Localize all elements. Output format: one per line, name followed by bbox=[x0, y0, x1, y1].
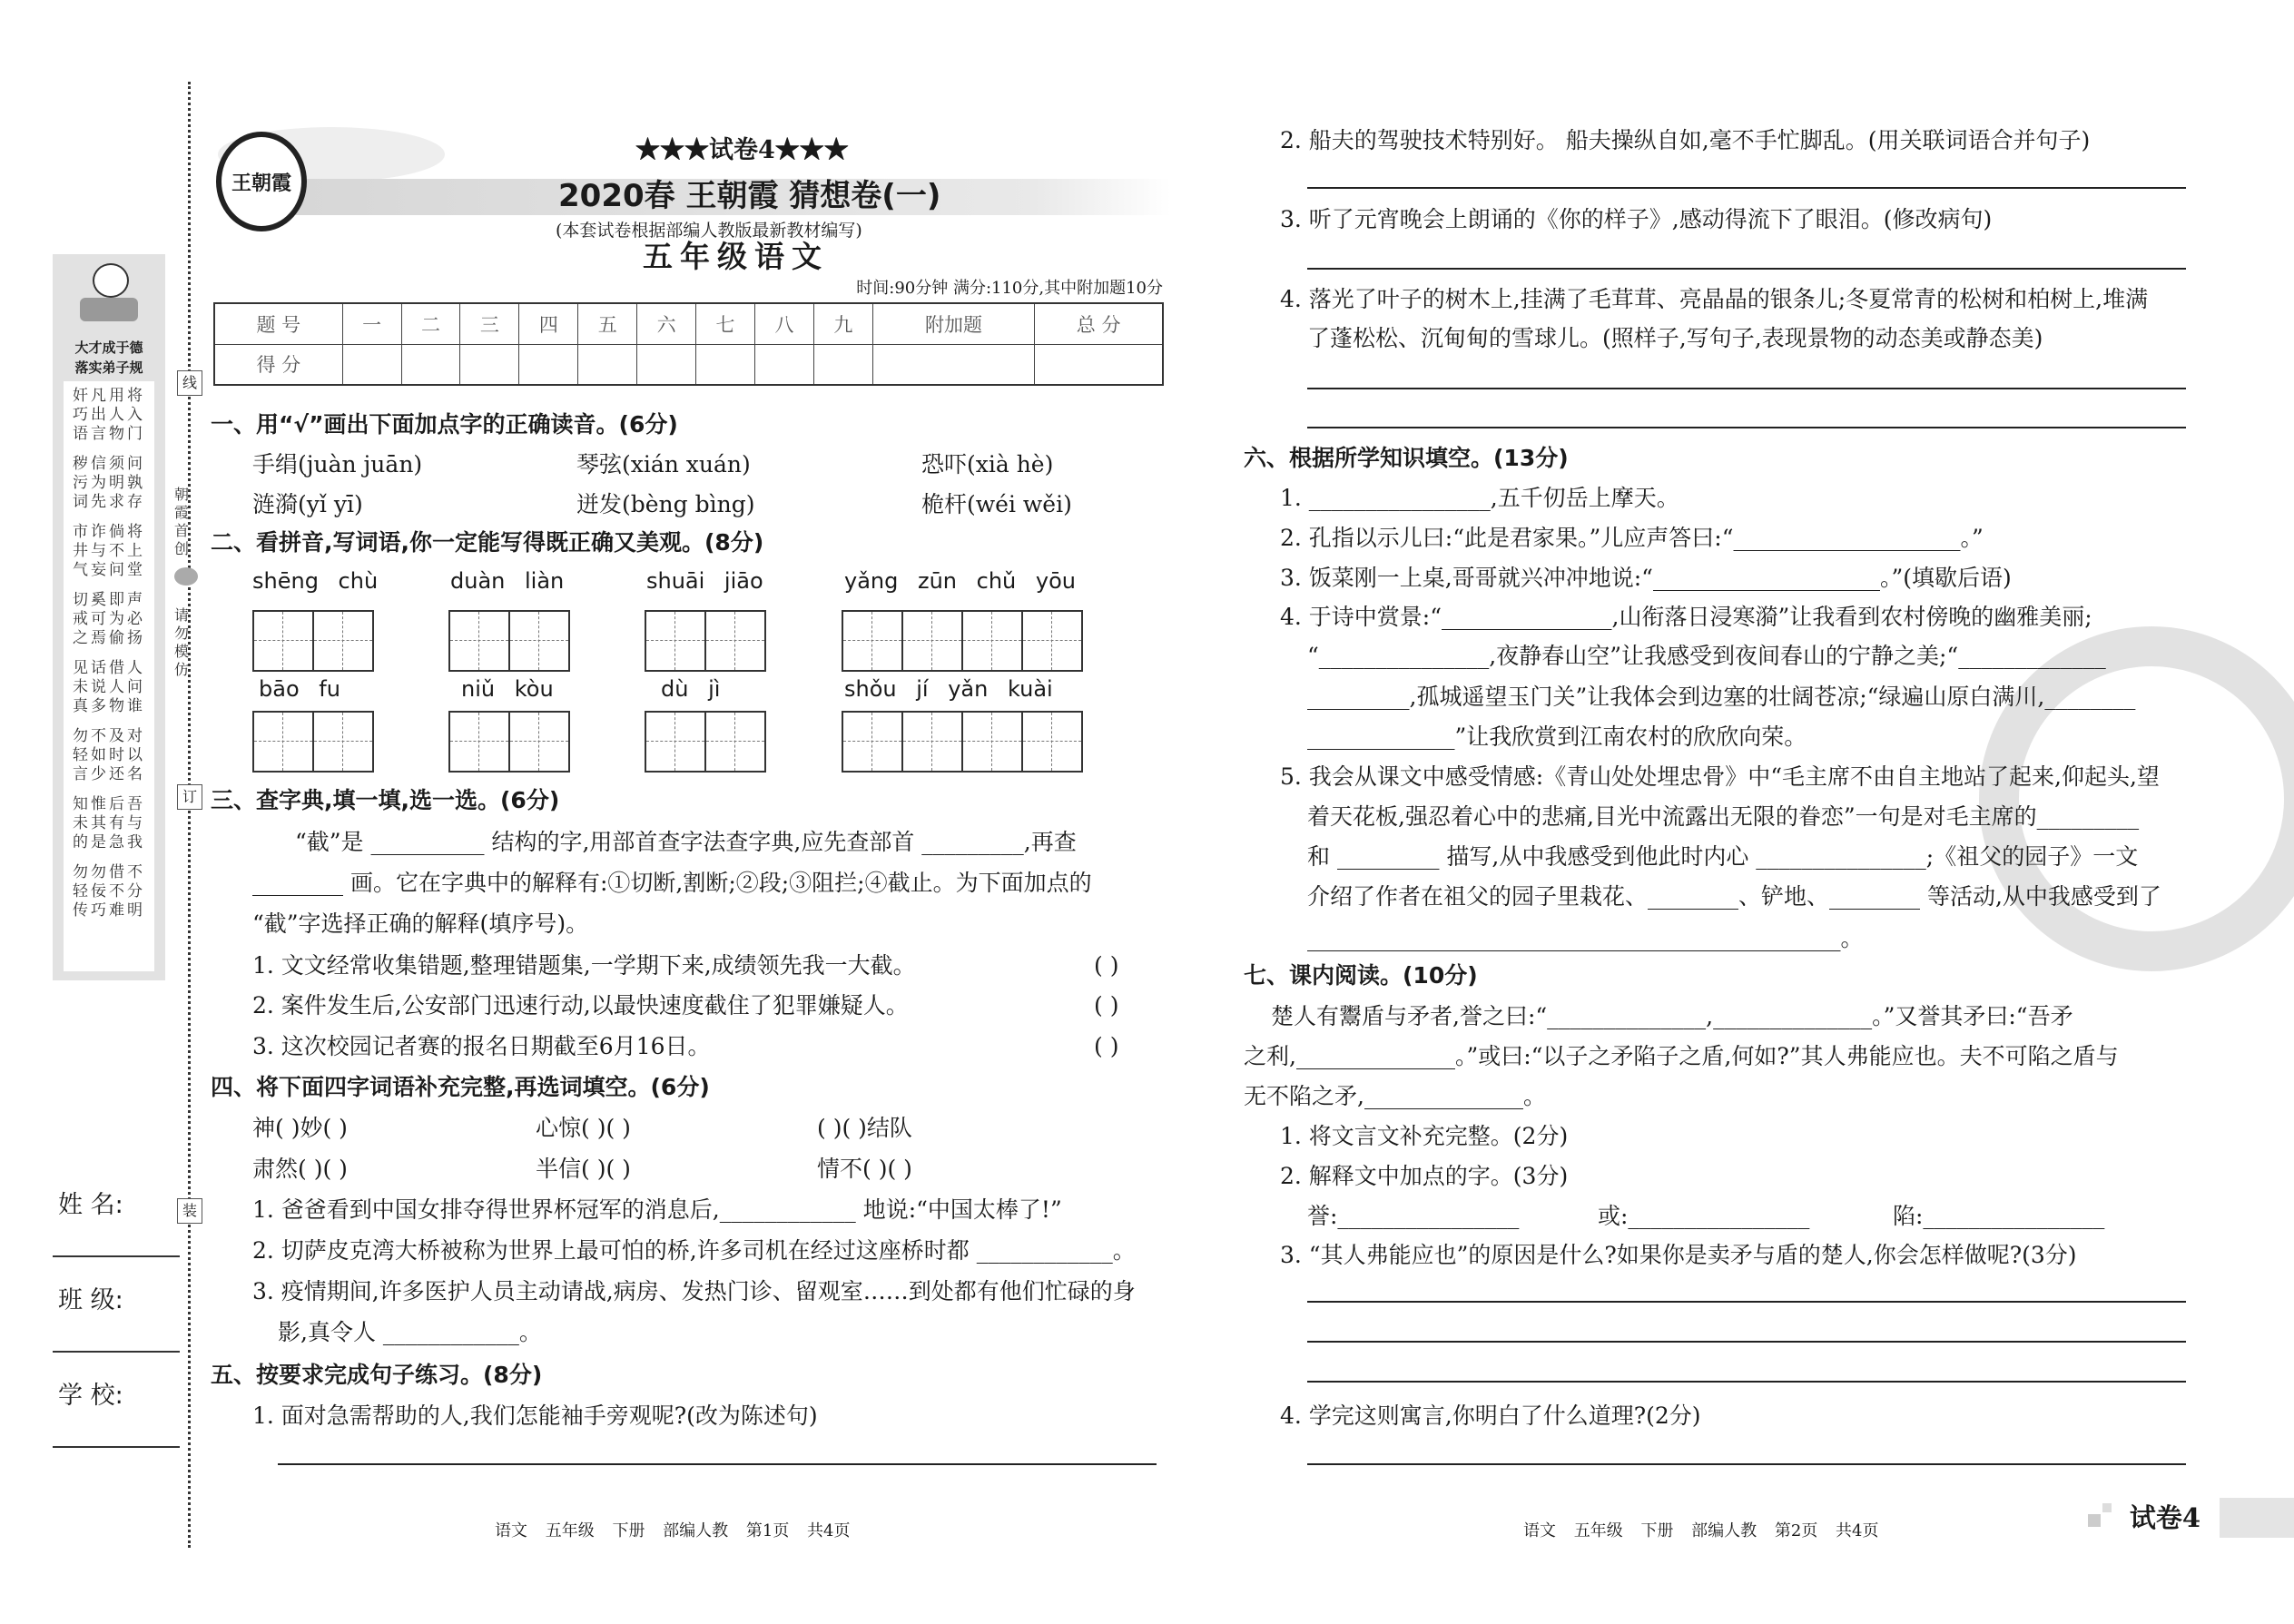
tianzige-cell[interactable] bbox=[843, 713, 903, 771]
class-label: 班 级: bbox=[58, 1286, 123, 1314]
question-item: 了蓬松松、沉甸甸的雪球儿。(照样子,写句子,表现景物的动态美或静态美) bbox=[1307, 325, 2043, 351]
exam-subtitle: (本套试卷根据部编人教版最新教材编写) bbox=[556, 221, 862, 241]
explain-field[interactable]: 或:________________ bbox=[1598, 1203, 1810, 1229]
dizigui-verses bbox=[64, 381, 154, 971]
passage-line: 楚人有鬻盾与矛者,誉之曰:“______________,______________。”又誉其矛曰:“吾矛 bbox=[1271, 1003, 2073, 1029]
idiom-item[interactable]: 心惊( )( ) bbox=[536, 1115, 631, 1141]
explain-field[interactable]: 誉:________________ bbox=[1307, 1203, 1520, 1229]
score-row bbox=[214, 344, 1163, 385]
answer-paren[interactable]: ( ) bbox=[1094, 1033, 1119, 1059]
fill-line: 和 _________ 描写,从中我感受到他此时内心 _______________;《祖父的园子》一文 bbox=[1307, 843, 2139, 870]
question-item: 4. 学完这则寓言,你明白了什么道理?(2分) bbox=[1280, 1403, 1701, 1429]
character-writing-grid[interactable] bbox=[252, 711, 374, 773]
header-cell: 九 bbox=[813, 303, 872, 344]
header-cell: 六 bbox=[637, 303, 696, 344]
verse: 见话借人 未说人问 真多物谁 bbox=[73, 659, 145, 715]
school-label: 学 校: bbox=[58, 1382, 123, 1410]
watermark-seal bbox=[1979, 626, 2294, 971]
character-writing-grid[interactable] bbox=[645, 610, 766, 672]
fill-line: 1. ________________,五千仞岳上摩天。 bbox=[1280, 485, 1679, 511]
score-cell[interactable] bbox=[872, 344, 1035, 385]
section-7-title: 七、课内阅读。(10分) bbox=[1244, 962, 1478, 989]
section-5-title: 五、按要求完成句子练习。(8分) bbox=[211, 1362, 543, 1388]
section-3-title: 三、查字典,填一填,选一选。(6分) bbox=[211, 787, 560, 813]
score-cell[interactable] bbox=[637, 344, 696, 385]
character-writing-grid[interactable] bbox=[448, 610, 570, 672]
tianzige-cell[interactable] bbox=[314, 713, 372, 771]
question-item: 4. 落光了叶子的树木上,挂满了毛茸茸、亮晶晶的银条儿;冬夏常青的松树和柏树上,堆满 bbox=[1280, 286, 2149, 312]
score-cell[interactable] bbox=[696, 344, 755, 385]
fill-line: 5. 我会从课文中感受情感:《青山处处埋忠骨》中“毛主席不由自主地站了起来,仰起头,望 bbox=[1280, 763, 2160, 790]
pronunciation-item[interactable]: 手绢(juàn juān) bbox=[252, 451, 423, 477]
page-footer: 语文 五年级 下册 部编人教 第2页 共4页 bbox=[1523, 1521, 1879, 1540]
answer-paren[interactable]: ( ) bbox=[1094, 952, 1119, 979]
seal-mark: 订 bbox=[177, 784, 202, 810]
answer-line[interactable] bbox=[1307, 1381, 2186, 1383]
score-cell[interactable] bbox=[460, 344, 519, 385]
tianzige-cell[interactable] bbox=[963, 612, 1023, 670]
character-writing-grid[interactable] bbox=[645, 711, 766, 773]
tianzige-cell[interactable] bbox=[963, 713, 1023, 771]
tianzige-cell[interactable] bbox=[706, 713, 764, 771]
score-cell[interactable] bbox=[401, 344, 460, 385]
passage-line: 之利,______________。”或曰:“以子之矛陷子之盾,何如?”其人弗能应也。夫不可陷之盾与 bbox=[1244, 1043, 2119, 1069]
tianzige-cell[interactable] bbox=[646, 713, 706, 771]
score-cell[interactable] bbox=[813, 344, 872, 385]
pronunciation-item[interactable]: 琴弦(xián xuán) bbox=[576, 451, 751, 477]
fill-line: 3. 饭菜刚一上桌,哥哥就兴冲冲地说:“____________________。”(填歇后语) bbox=[1280, 565, 2012, 591]
answer-paren[interactable]: ( ) bbox=[1094, 992, 1119, 1019]
pinyin-prompt: duàn liàn bbox=[450, 568, 565, 594]
header-cell: 题 号 bbox=[214, 303, 342, 344]
tianzige-cell[interactable] bbox=[510, 612, 568, 670]
answer-line[interactable] bbox=[278, 1463, 1157, 1465]
tianzige-cell[interactable] bbox=[314, 612, 372, 670]
question-item: 1. 面对急需帮助的人,我们怎能袖手旁观呢?(改为陈述句) bbox=[252, 1403, 818, 1429]
idiom-item[interactable]: ( )( )结队 bbox=[817, 1115, 912, 1141]
answer-line[interactable] bbox=[1307, 427, 2186, 428]
question-item: 3. 听了元宵晚会上朗诵的《你的样子》,感动得流下了眼泪。(修改病句) bbox=[1280, 206, 1993, 232]
pronunciation-item[interactable]: 恐吓(xià hè) bbox=[921, 451, 1054, 477]
name-field[interactable] bbox=[53, 1255, 180, 1257]
tianzige-cell[interactable] bbox=[1023, 612, 1081, 670]
verse: 秽信须问 污为明孰 词先求存 bbox=[73, 455, 145, 511]
pronunciation-item[interactable]: 桅杆(wéi wěi) bbox=[921, 491, 1072, 517]
pinyin-prompt: shǒu jí yǎn kuài bbox=[844, 676, 1053, 702]
brand-logo-text: 王朝霞 bbox=[231, 172, 291, 195]
answer-line[interactable] bbox=[1307, 1463, 2186, 1465]
header-cell: 三 bbox=[460, 303, 519, 344]
seal-mark: 装 bbox=[177, 1198, 202, 1224]
verse: 知惟后吾 未其有与 的是急我 bbox=[73, 795, 145, 851]
tianzige-cell[interactable] bbox=[1023, 713, 1081, 771]
idiom-item[interactable]: 情不( )( ) bbox=[817, 1156, 912, 1182]
verse: 切奚即声 戒可为必 之焉偷扬 bbox=[73, 591, 145, 647]
header-cell: 总 分 bbox=[1035, 303, 1163, 344]
idiom-item[interactable]: 半信( )( ) bbox=[536, 1156, 631, 1182]
question-item: 1. 将文言文补充完整。(2分) bbox=[1280, 1123, 1569, 1149]
student-cartoon-icon bbox=[80, 263, 138, 327]
fill-line: 介绍了作者在祖父的园子里栽花、________、铲地、________ 等活动,从中我感受到了 bbox=[1307, 883, 2161, 910]
fill-line: “_______________,夜静春山空”让我感受到夜间春山的宁静之美;“_____________ bbox=[1307, 643, 2106, 669]
fill-line: _______________________________________________。 bbox=[1307, 925, 1864, 951]
tianzige-cell[interactable] bbox=[510, 713, 568, 771]
fill-line: _____________”让我欣赏到江南农村的欣欣向荣。 bbox=[1307, 723, 1807, 750]
tianzige-cell[interactable] bbox=[450, 713, 510, 771]
tianzige-cell[interactable] bbox=[646, 612, 706, 670]
question-item: 3. “其人弗能应也”的原因是什么?如果你是卖矛与盾的楚人,你会怎样做呢?(3分) bbox=[1280, 1242, 2077, 1268]
dizigui-panel bbox=[53, 254, 165, 980]
question-item: 3. 疫情期间,许多医护人员主动请战,病房、发热门诊、留观室……到处都有他们忙碌的身 bbox=[252, 1278, 1136, 1304]
pinyin-prompt: bāo fu bbox=[259, 676, 340, 702]
idiom-item[interactable]: 神( )妙( ) bbox=[252, 1115, 348, 1141]
question-item: 2. 船夫的驾驶技术特别好。 船夫操纵自如,毫不手忙脚乱。(用关联词语合并句子) bbox=[1280, 127, 2091, 153]
verse: 奸凡用将 巧出人入 语言物门 bbox=[73, 387, 145, 443]
score-cell[interactable] bbox=[754, 344, 813, 385]
question-item: 3. 这次校园记者赛的报名日期截至6月16日。 bbox=[252, 1033, 711, 1059]
header-cell: 附加题 bbox=[872, 303, 1035, 344]
score-table bbox=[213, 302, 1164, 386]
tianzige-cell[interactable] bbox=[254, 612, 314, 670]
class-field[interactable] bbox=[53, 1351, 180, 1353]
header-cell: 二 bbox=[401, 303, 460, 344]
answer-line[interactable] bbox=[1307, 268, 2186, 270]
question-item: 1. 文文经常收集错题,整理错题集,一学期下来,成绩领先我一大截。 bbox=[252, 952, 916, 979]
character-writing-grid[interactable] bbox=[842, 610, 1083, 672]
header-cell: 八 bbox=[754, 303, 813, 344]
question-text: “截”是 __________ 结构的字,用部首查字法查字典,应先查部首 _________,再查 bbox=[295, 829, 1077, 855]
vertical-note: 请勿模仿 bbox=[173, 606, 189, 678]
score-cell[interactable] bbox=[342, 344, 401, 385]
exam-badge bbox=[2088, 1498, 2294, 1538]
pronunciation-item[interactable]: 迸发(bèng bìng) bbox=[576, 491, 755, 517]
pronunciation-item[interactable]: 涟漪(yǐ yī) bbox=[252, 491, 363, 517]
header-cell: 一 bbox=[342, 303, 401, 344]
tianzige-cell[interactable] bbox=[254, 713, 314, 771]
question-text: ________ 画。它在字典中的解释有:①切断,割断;②段;③阻拦;④截止。为下面加点的 bbox=[252, 870, 1092, 896]
section-4-title: 四、将下面四字词语补充完整,再选词填空。(6分) bbox=[211, 1074, 710, 1100]
tianzige-cell[interactable] bbox=[903, 713, 963, 771]
score-header-row bbox=[214, 303, 1163, 344]
pinyin-prompt: shēng chù bbox=[252, 568, 379, 594]
row-label: 得 分 bbox=[214, 344, 342, 385]
fill-line: 4. 于诗中赏景:“_______________,山衔落日浸寒漪”让我看到农村傍晚的幽雅美丽; bbox=[1280, 604, 2092, 630]
fill-line: _________,孤城遥望玉门关”让我体会到边塞的壮阔苍凉;“绿遍山原白满川,________ bbox=[1307, 684, 2136, 710]
tianzige-cell[interactable] bbox=[450, 612, 510, 670]
character-writing-grid[interactable] bbox=[842, 711, 1083, 773]
tianzige-cell[interactable] bbox=[903, 612, 963, 670]
answer-line[interactable] bbox=[1307, 187, 2186, 189]
header-cell: 四 bbox=[519, 303, 578, 344]
verse: 勿不及对 轻如时以 言少还名 bbox=[73, 727, 145, 783]
character-writing-grid[interactable] bbox=[448, 711, 570, 773]
section-1-title: 一、用“√”画出下面加点字的正确读音。(6分) bbox=[211, 411, 678, 438]
question-item: 2. 切萨皮克湾大桥被称为世界上最可怕的桥,许多司机在经过这座桥时都 ____________。 bbox=[252, 1237, 1136, 1264]
section-2-title: 二、看拼音,写词语,你一定能写得既正确又美观。(8分) bbox=[211, 529, 764, 556]
verse: 市诈倘将 井与不上 气妄问堂 bbox=[73, 523, 145, 579]
idiom-item[interactable]: 肃然( )( ) bbox=[252, 1156, 348, 1182]
score-cell[interactable] bbox=[1035, 344, 1163, 385]
tianzige-cell[interactable] bbox=[843, 612, 903, 670]
header-cell: 七 bbox=[696, 303, 755, 344]
explain-field[interactable]: 陷:________________ bbox=[1893, 1203, 2105, 1229]
binding-dotted-line bbox=[188, 82, 191, 1548]
section-6-title: 六、根据所学知识填空。(13分) bbox=[1244, 445, 1569, 471]
exam-series: ★★★试卷4★★★ bbox=[635, 136, 849, 164]
pinyin-prompt: shuāi jiāo bbox=[646, 568, 763, 594]
name-label: 姓 名: bbox=[58, 1191, 123, 1219]
question-text: “截”字选择正确的解释(填序号)。 bbox=[252, 910, 589, 937]
question-item: 影,真令人 ____________。 bbox=[278, 1319, 542, 1345]
motto-line: 落实弟子规 bbox=[74, 359, 143, 376]
school-field[interactable] bbox=[53, 1446, 180, 1448]
subject-title: 五年级语文 bbox=[643, 239, 829, 274]
pinyin-prompt: yǎng zūn chǔ yōu bbox=[844, 568, 1076, 594]
answer-line[interactable] bbox=[1307, 1341, 2186, 1343]
exam-info: 时间:90分钟 满分:110分,其中附加题10分 bbox=[856, 279, 1163, 298]
exam-title: 2020春 王朝霞 猜想卷(一) bbox=[558, 178, 941, 214]
fill-line: 2. 孔指以示儿曰:“此是君家果。”儿应声答曰:“____________________。” bbox=[1280, 525, 1984, 551]
question-item: 1. 爸爸看到中国女排夺得世界杯冠军的消息后,____________ 地说:“中国太棒了!” bbox=[252, 1196, 1062, 1223]
question-item: 2. 案件发生后,公安部门迅速行动,以最快速度截住了犯罪嫌疑人。 bbox=[252, 992, 909, 1019]
header-cell: 五 bbox=[578, 303, 637, 344]
answer-line[interactable] bbox=[1307, 1301, 2186, 1303]
passage-line: 无不陷之矛,______________。 bbox=[1244, 1083, 1546, 1109]
seal-mark: 线 bbox=[177, 370, 202, 396]
verse: 勿勿借不 轻佞不分 传巧难明 bbox=[73, 863, 145, 920]
character-writing-grid[interactable] bbox=[252, 610, 374, 672]
page-footer: 语文 五年级 下册 部编人教 第1页 共4页 bbox=[495, 1521, 851, 1540]
motto-line: 大才成于德 bbox=[74, 340, 143, 356]
score-cell[interactable] bbox=[519, 344, 578, 385]
pinyin-prompt: niǔ kòu bbox=[461, 676, 554, 702]
vertical-note: 朝霞首创 bbox=[173, 486, 189, 557]
fill-line: 着天花板,强忍着心中的悲痛,目光中流露出无限的眷恋”一句是对毛主席的_________ bbox=[1307, 803, 2140, 830]
question-item: 2. 解释文中加点的字。(3分) bbox=[1280, 1163, 1569, 1189]
pinyin-prompt: dù jì bbox=[661, 676, 721, 702]
logo-mark-icon bbox=[174, 567, 198, 586]
tianzige-cell[interactable] bbox=[706, 612, 764, 670]
brand-logo bbox=[216, 132, 307, 231]
score-cell[interactable] bbox=[578, 344, 637, 385]
answer-line[interactable] bbox=[1307, 388, 2186, 389]
badge-label: 试卷4 bbox=[2115, 1498, 2215, 1538]
